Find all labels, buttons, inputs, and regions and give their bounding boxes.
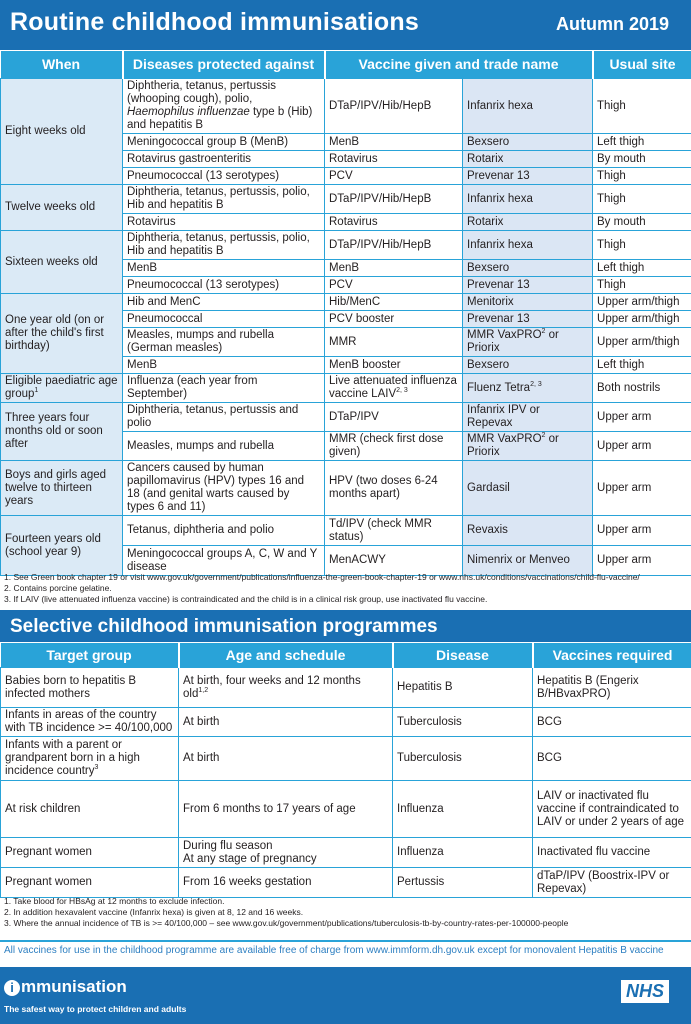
selective-row — [1, 838, 691, 868]
vaccine-cell: PCV booster — [325, 311, 463, 328]
site-cell: By mouth — [593, 214, 691, 231]
routine-row — [1, 294, 691, 311]
disease-cell: Diphtheria, tetanus, pertussis, polio, Hib and hepatitis B — [123, 231, 325, 260]
footnote: 2. Contains porcine gelatine. — [4, 583, 112, 593]
age-schedule-cell: During flu season At any stage of pregnancy — [179, 838, 393, 868]
trade-name-cell: Revaxis — [463, 516, 593, 546]
target-group-cell: Babies born to hepatitis B infected mothers — [1, 668, 179, 708]
selective-title: Selective childhood immunisation programmes — [10, 616, 438, 637]
vaccine-cell: MenACWY — [325, 546, 463, 576]
disease-cell: Tetanus, diphtheria and polio — [123, 516, 325, 546]
site-cell: Upper arm — [593, 461, 691, 516]
footnote: 1. Take blood for HBsAg at 12 months to exclude infection. — [4, 896, 225, 906]
col-vaccines-required: Vaccines required — [533, 643, 691, 668]
vaccines-required-cell: BCG — [533, 708, 691, 737]
vaccines-required-cell: dTaP/IPV (Boostrix-IPV or Repevax) — [533, 868, 691, 898]
vaccine-cell: HPV (two doses 6-24 months apart) — [325, 461, 463, 516]
disease-cell: Influenza — [393, 781, 533, 838]
disease-cell: Diphtheria, tetanus, pertussis (whooping cough), polio, Haemophilus influenzae type b (Hib) and hepatitis B — [123, 79, 325, 134]
site-cell: Thigh — [593, 168, 691, 185]
footnote: 1. See Green book chapter 19 or visit www.gov.uk/government/publications/influenza-the-green-book-chapter-19 or www.nhs.uk/conditions/vaccinations/child-flu-vaccine/ — [4, 572, 640, 582]
trade-name-cell: Prevenar 13 — [463, 311, 593, 328]
vaccine-cell: Hib/MenC — [325, 294, 463, 311]
selective-footnotes — [4, 896, 568, 929]
selective-table-body — [1, 668, 691, 898]
when-cell: Eight weeks old — [1, 79, 123, 185]
target-group-cell: At risk children — [1, 781, 179, 838]
selective-row — [1, 737, 691, 781]
selective-header-row — [1, 643, 691, 668]
col-age-schedule: Age and schedule — [179, 643, 393, 668]
site-cell: Upper arm/thigh — [593, 311, 691, 328]
immunisation-logo-text: mmunisation — [21, 977, 127, 996]
site-cell: Upper arm — [593, 516, 691, 546]
trade-name-cell: Bexsero — [463, 134, 593, 151]
selective-row — [1, 668, 691, 708]
title-bar — [0, 0, 691, 50]
age-schedule-cell: From 16 weeks gestation — [179, 868, 393, 898]
col-site: Usual site — [593, 51, 691, 79]
disease-cell: Measles, mumps and rubella — [123, 432, 325, 461]
target-group-cell: Infants in areas of the country with TB incidence >= 40/100,000 — [1, 708, 179, 737]
trade-name-cell: Fluenz Tetra$^{2, 3}$ — [463, 374, 593, 403]
selective-row — [1, 708, 691, 737]
vaccine-cell: DTaP/IPV/Hib/HepB — [325, 185, 463, 214]
trade-name-cell: Bexsero — [463, 357, 593, 374]
site-cell: Left thigh — [593, 357, 691, 374]
trade-name-cell: Infanrix IPV or Repevax — [463, 403, 593, 432]
disease-cell: Diphtheria, tetanus, pertussis, polio, Hib and hepatitis B — [123, 185, 325, 214]
footnote: 3. If LAIV (live attenuated influenza vaccine) is contraindicated and the child is in a clinical risk group, use inactivated flu vaccine. — [4, 594, 488, 604]
trade-name-cell: MMR VaxPRO$^2$ or Priorix — [463, 328, 593, 357]
disease-cell: MenB — [123, 357, 325, 374]
vaccine-cell: Td/IPV (check MMR status) — [325, 516, 463, 546]
vaccines-required-cell: LAIV or inactivated flu vaccine if contraindicated to LAIV or under 2 years of age — [533, 781, 691, 838]
divider — [0, 940, 691, 942]
site-cell: Left thigh — [593, 134, 691, 151]
disease-cell: Hib and MenC — [123, 294, 325, 311]
col-vaccine: Vaccine given and trade name — [325, 51, 593, 79]
trade-name-cell: Rotarix — [463, 214, 593, 231]
routine-header-row — [1, 51, 691, 79]
site-cell: Upper arm — [593, 403, 691, 432]
disease-cell: Pneumococcal — [123, 311, 325, 328]
site-cell: Both nostrils — [593, 374, 691, 403]
footer-bar — [0, 967, 691, 1024]
trade-name-cell: Bexsero — [463, 260, 593, 277]
selective-row — [1, 868, 691, 898]
edition-date: Autumn 2019 — [555, 14, 669, 34]
vaccine-cell: Rotavirus — [325, 151, 463, 168]
disease-cell: Influenza — [393, 838, 533, 868]
routine-row — [1, 231, 691, 260]
when-cell: Sixteen weeks old — [1, 231, 123, 294]
vaccines-required-cell: Hepatitis B (Engerix B/HBvaxPRO) — [533, 668, 691, 708]
trade-name-cell: Prevenar 13 — [463, 277, 593, 294]
col-target-group: Target group — [1, 643, 179, 668]
disease-cell: Measles, mumps and rubella (German measles) — [123, 328, 325, 357]
disease-cell: MenB — [123, 260, 325, 277]
routine-immunisation-table — [0, 51, 691, 576]
age-schedule-cell: At birth — [179, 737, 393, 781]
trade-name-cell: Infanrix hexa — [463, 79, 593, 134]
routine-row — [1, 403, 691, 432]
when-cell: Boys and girls aged twelve to thirteen years — [1, 461, 123, 516]
target-group-cell: Pregnant women — [1, 838, 179, 868]
col-disease: Disease — [393, 643, 533, 668]
site-cell: Thigh — [593, 185, 691, 214]
site-cell: Thigh — [593, 277, 691, 294]
vaccine-cell: DTaP/IPV/Hib/HepB — [325, 79, 463, 134]
trade-name-cell: Infanrix hexa — [463, 231, 593, 260]
site-cell: Upper arm — [593, 432, 691, 461]
nhs-logo: NHS — [621, 980, 669, 1003]
disease-cell: Tuberculosis — [393, 737, 533, 781]
when-cell: Eligible paediatric age group$^1$ — [1, 374, 123, 403]
vaccine-cell: Rotavirus — [325, 214, 463, 231]
disease-cell: Meningococcal groups A, C, W and Y disease — [123, 546, 325, 576]
vaccine-cell: MenB — [325, 260, 463, 277]
routine-row — [1, 374, 691, 403]
disease-cell: Pertussis — [393, 868, 533, 898]
disease-cell: Influenza (each year from September) — [123, 374, 325, 403]
vaccine-cell: PCV — [325, 168, 463, 185]
routine-row — [1, 79, 691, 134]
vaccine-cell: DTaP/IPV/Hib/HepB — [325, 231, 463, 260]
vaccine-cell: MMR (check first dose given) — [325, 432, 463, 461]
disease-cell: Hepatitis B — [393, 668, 533, 708]
routine-row — [1, 461, 691, 516]
target-group-cell: Infants with a parent or grandparent born in a high incidence country$^3$ — [1, 737, 179, 781]
target-group-cell: Pregnant women — [1, 868, 179, 898]
trade-name-cell: MMR VaxPRO$^2$ or Priorix — [463, 432, 593, 461]
selective-programmes-table — [0, 643, 691, 898]
tagline: The safest way to protect children and adults — [4, 1004, 187, 1014]
vaccine-cell: MMR — [325, 328, 463, 357]
age-schedule-cell: At birth — [179, 708, 393, 737]
routine-row — [1, 516, 691, 546]
site-cell: Thigh — [593, 231, 691, 260]
footnote: 2. In addition hexavalent vaccine (Infanrix hexa) is given at 8, 12 and 16 weeks. — [4, 907, 304, 917]
trade-name-cell: Nimenrix or Menveo — [463, 546, 593, 576]
disease-cell: Tuberculosis — [393, 708, 533, 737]
when-cell: Twelve weeks old — [1, 185, 123, 231]
site-cell: Left thigh — [593, 260, 691, 277]
disease-cell: Rotavirus gastroenteritis — [123, 151, 325, 168]
footnote: 3. Where the annual incidence of TB is >= 40/100,000 – see www.gov.uk/government/publications/tuberculosis-tb-by-country-rates-per-100000-people — [4, 918, 569, 928]
availability-note: All vaccines for use in the childhood programme are available free of charge from www.immform.dh.gov.uk except for monovalent Hepatitis B vaccine — [4, 945, 664, 956]
site-cell: By mouth — [593, 151, 691, 168]
disease-cell: Cancers caused by human papillomavirus (HPV) types 16 and 18 (and genital warts caused by types 6 and 11) — [123, 461, 325, 516]
vaccines-required-cell: BCG — [533, 737, 691, 781]
routine-footnotes — [4, 572, 640, 605]
trade-name-cell: Rotarix — [463, 151, 593, 168]
vaccines-required-cell: Inactivated flu vaccine — [533, 838, 691, 868]
site-cell: Thigh — [593, 79, 691, 134]
vaccine-cell: PCV — [325, 277, 463, 294]
vaccine-cell: MenB — [325, 134, 463, 151]
routine-row — [1, 185, 691, 214]
trade-name-cell: Infanrix hexa — [463, 185, 593, 214]
info-icon: i — [4, 980, 20, 996]
selective-title-bar — [0, 610, 691, 642]
page-title: Routine childhood immunisations — [10, 8, 419, 36]
disease-cell: Rotavirus — [123, 214, 325, 231]
disease-cell: Diphtheria, tetanus, pertussis and polio — [123, 403, 325, 432]
trade-name-cell: Gardasil — [463, 461, 593, 516]
site-cell: Upper arm — [593, 546, 691, 576]
disease-cell: Meningococcal group B (MenB) — [123, 134, 325, 151]
when-cell: One year old (on or after the child's first birthday) — [1, 294, 123, 374]
trade-name-cell: Prevenar 13 — [463, 168, 593, 185]
col-when: When — [1, 51, 123, 79]
when-cell: Three years four months old or soon after — [1, 403, 123, 461]
vaccine-cell: MenB booster — [325, 357, 463, 374]
col-diseases: Diseases protected against — [123, 51, 325, 79]
site-cell: Upper arm/thigh — [593, 328, 691, 357]
selective-row — [1, 781, 691, 838]
vaccine-cell: Live attenuated influenza vaccine LAIV$^{2, 3}$ — [325, 374, 463, 403]
disease-cell: Pneumococcal (13 serotypes) — [123, 168, 325, 185]
site-cell: Upper arm/thigh — [593, 294, 691, 311]
age-schedule-cell: From 6 months to 17 years of age — [179, 781, 393, 838]
routine-table-body — [1, 79, 691, 576]
disease-cell: Pneumococcal (13 serotypes) — [123, 277, 325, 294]
vaccine-cell: DTaP/IPV — [325, 403, 463, 432]
trade-name-cell: Menitorix — [463, 294, 593, 311]
when-cell: Fourteen years old (school year 9) — [1, 516, 123, 576]
age-schedule-cell: At birth, four weeks and 12 months old$^{1,2}$ — [179, 668, 393, 708]
